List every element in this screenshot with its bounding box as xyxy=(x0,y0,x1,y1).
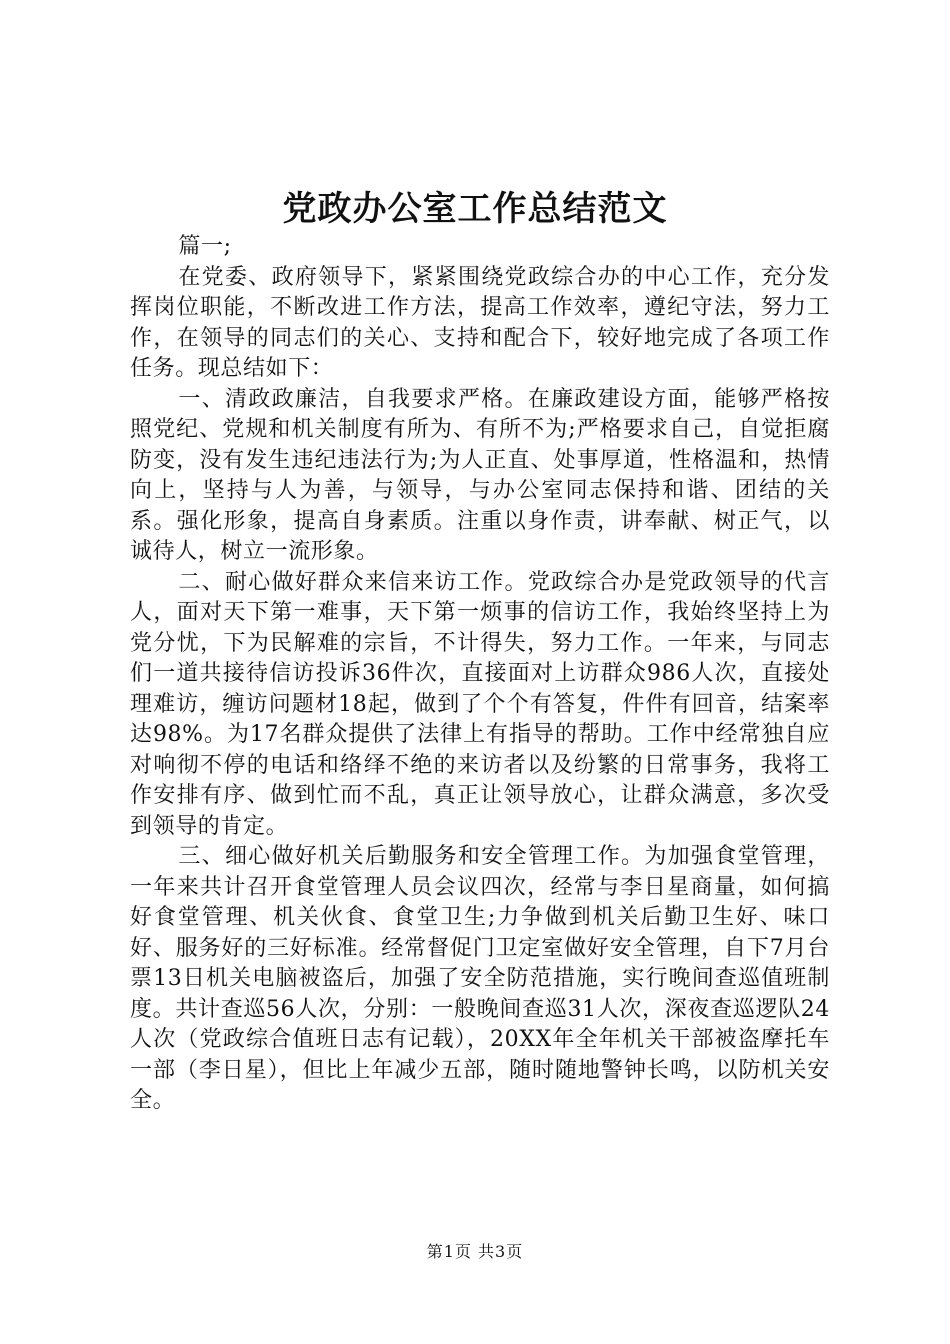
paragraph-integrity: 一、清政政廉洁，自我要求严格。在廉政建设方面，能够严格按照党纪、党规和机关制度有所为、有所不为;严格要求自己，自觉拒腐防变，没有发生违纪违法行为;为人正直、处事厚道，性格温和，热情向上，坚持与人为善，与领导，与办公室同志保持和谐、团结的关系。强化形象，提高自身素质。注重以身作责，讲奉献、树正气，以诚待人，树立一流形象。 xyxy=(130,386,830,564)
paragraph-petition-work: 二、耐心做好群众来信来访工作。党政综合办是党政领导的代言人，面对天下第一难事，天下第一烦事的信访工作，我始终坚持上为党分忧，下为民解难的宗旨，不计得失，努力工作。一年来，与同志们一道共接待信访投诉36件次，直接面对上访群众986人次，直接处理难访，缠访问题材18起，做到了个个有答复，件件有回音，结案率达98%。为17名群众提供了法律上有指导的帮助。工作中经常独自应对响彻不停的电话和络绎不绝的来访者以及纷繁的日常事务，我将工作安排有序、做到忙而不乱，真正让领导放心，让群众满意，多次受到领导的肯定。 xyxy=(130,569,830,839)
page-footer: 第1页 共3页 xyxy=(426,1242,524,1261)
document-title: 党政办公室工作总结范文 xyxy=(282,189,668,229)
paragraph-introduction: 在党委、政府领导下，紧紧围绕党政综合办的中心工作，充分发挥岗位职能，不断改进工作方法，提高工作效率，遵纪守法，努力工作，在领导的同志们的关心、支持和配合下，较好地完成了各项工作任务。现总结如下： xyxy=(130,264,830,381)
document-body xyxy=(130,232,830,1117)
paragraph-logistics-security: 三、细心做好机关后勤服务和安全管理工作。为加强食堂管理，一年来共计召开食堂管理人员会议四次，经常与李日星商量，如何搞好食堂管理、机关伙食、食堂卫生;力争做到机关后勤卫生好、味口好、服务好的三好标准。经常督促门卫定室做好安全管理，自下7月台票13日机关电脑被盗后，加强了安全防范措施，实行晚间查巡值班制度。共计查巡56人次，分别：一般晚间查巡31人次，深夜查巡逻队24人次（党政综合值班日志有记载），20XX年全年机关干部被盗摩托车一部（李日星），但比上年减少五部，随时随地警钟长鸣，以防机关安全。 xyxy=(130,844,830,1113)
paragraph-section-label: 篇一; xyxy=(178,234,232,259)
